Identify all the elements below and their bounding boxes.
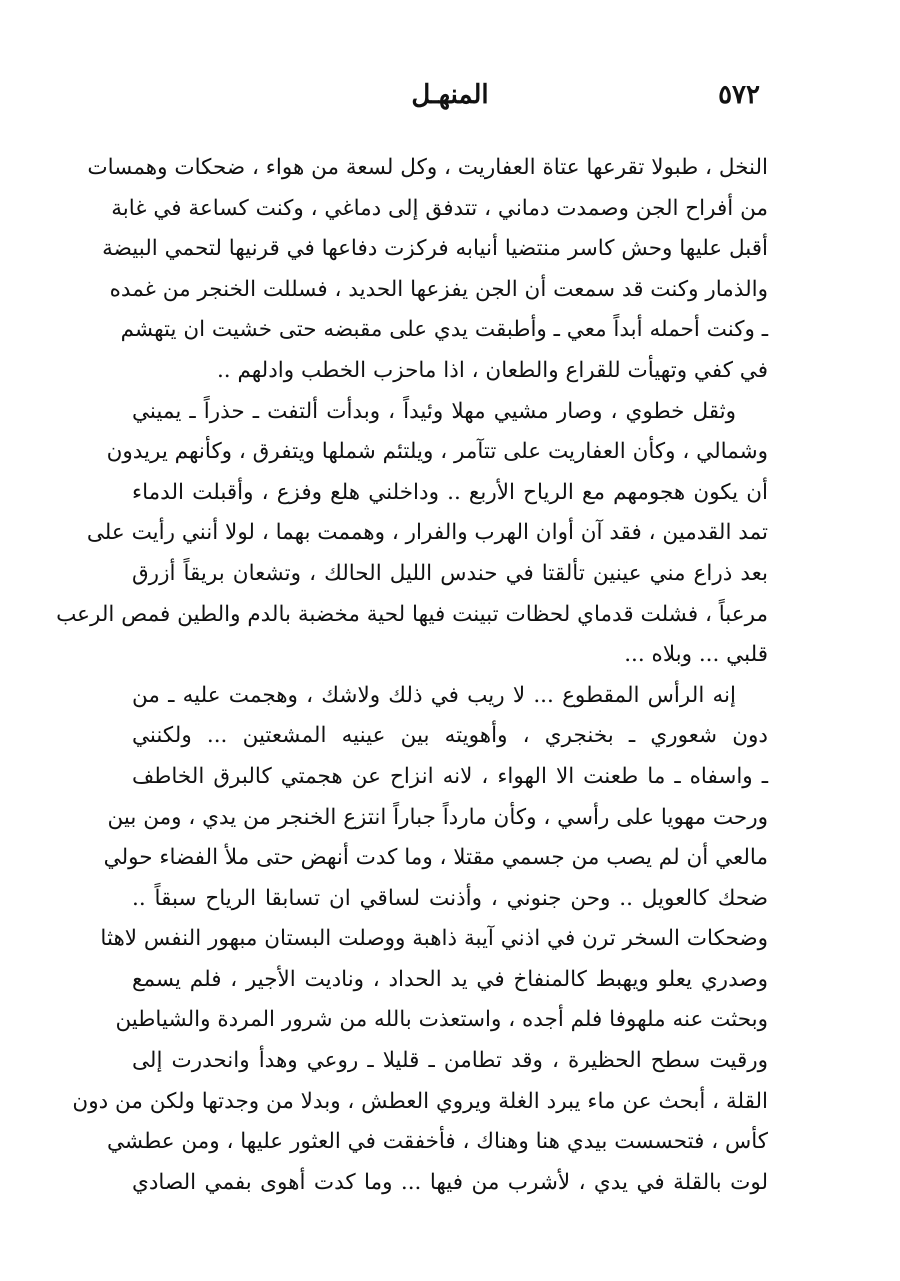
text-line: النخل ، طبولا تقرعها عتاة العفاريت ، وكل لسعة من هواء ، ضحكات وهمسات: [87, 155, 768, 180]
page-number: ٥٧٢: [718, 80, 760, 110]
text-line: ـ وكنت أحمله أبداً معي ـ وأطبقت يدي على مقبضه حتى خشيت ان يتهشم: [120, 317, 768, 343]
text-line: وصدري يعلو ويهبط كالمنفاخ في يد الحداد ، وناديت الأجير ، فلم يسمع: [132, 966, 768, 992]
page-header: [140, 80, 760, 120]
text-line: مرعباً ، فشلت قدماي لحظات تبينت فيها لحية مخضبة بالدم والطين فمص الرعب: [56, 601, 768, 627]
text-line: مالعي أن لم يصب من جسمي مقتلا ، وما كدت أنهض حتى ملأ الفضاء حولي: [103, 845, 768, 871]
text-line: أن يكون هجومهم مع الرياح الأربع .. وداخلني هلع وفزع ، وأقبلت الدماء: [132, 479, 768, 505]
body-text: [56, 148, 768, 1203]
text-line: قلبي ... وبلاه ...: [624, 642, 768, 668]
text-line: في كفي وتهيأت للقراع والطعان ، اذا ماحزب الخطب وادلهم ..: [216, 357, 768, 383]
text-line: ضحك كالعويل .. وحن جنوني ، وأذنت لساقي ان تسابقا الرياح سبقاً ..: [132, 885, 768, 911]
text-line: لوت بالقلة في يدي ، لأشرب من فيها ... وما كدت أهوى بفمي الصادي: [132, 1169, 768, 1195]
text-line: وضحكات السخر ترن في اذني آيبة ذاهبة ووصلت البستان مبهور النفس لاهثا: [100, 926, 768, 952]
text-line: القلة ، أبحث عن ماء يبرد الغلة ويروي العطش ، وبدلا من وجدتها ولكن من دون: [72, 1088, 768, 1114]
text-line: من أفراح الجن وصمدت دماني ، تتدفق إلى دماغي ، وكنت كساعة في غابة: [111, 195, 768, 221]
text-line: ورحت مهويا على رأسي ، وكأن مارداً جباراً انتزع الخنجر من يدي ، ومن بين: [107, 804, 768, 830]
text-line: وبحثت عنه ملهوفا فلم أجده ، واستعذت بالله من شرور المردة والشياطين: [115, 1007, 768, 1033]
text-line: ـ واسفاه ـ ما طعنت الا الهواء ، لانه انزاح عن هجمتي كالبرق الخاطف: [132, 763, 768, 789]
text-line: والذمار وكنت قد سمعت أن الجن يفزعها الحديد ، فسللت الخنجر من غمده: [109, 276, 768, 302]
text-line: كأس ، فتحسست بيدي هنا وهناك ، فأخفقت في العثور عليها ، ومن عطشي: [106, 1129, 768, 1155]
text-line: وشمالي ، وكأن العفاريت على تتآمر ، ويلتئم شملها ويتفرق ، وكأنهم يريدون: [106, 439, 768, 465]
text-line: دون شعوري ـ بخنجري ، وأهويته بين عينيه المشعتين ... ولكنني: [132, 723, 768, 749]
running-title: المنهـل: [411, 80, 489, 110]
text-line: بعد ذراع مني عينين تألقتا في حندس الليل الحالك ، وتشعان بريقاً أزرق: [132, 560, 768, 586]
text-line: إنه الرأس المقطوع ... لا ريب في ذلك ولاشك ، وهجمت عليه ـ من: [132, 682, 736, 708]
text-line: تمد القدمين ، فقد آن أوان الهرب والفرار ، وهممت بهما ، لولا أنني رأيت على: [86, 520, 768, 546]
text-line: ورقيت سطح الحظيرة ، وقد تطامن ـ قليلا ـ روعي وهدأ وانحدرت إلى: [132, 1048, 768, 1074]
text-line: أقبل عليها وحش كاسر منتضيا أنيابه فركزت دفاعها في قرنيها لتحمي البيضة: [102, 236, 768, 262]
text-line: وثقل خطوي ، وصار مشيي مهلا وئيداً ، وبدأت ألتفت ـ حذراً ـ يميني: [132, 398, 736, 424]
